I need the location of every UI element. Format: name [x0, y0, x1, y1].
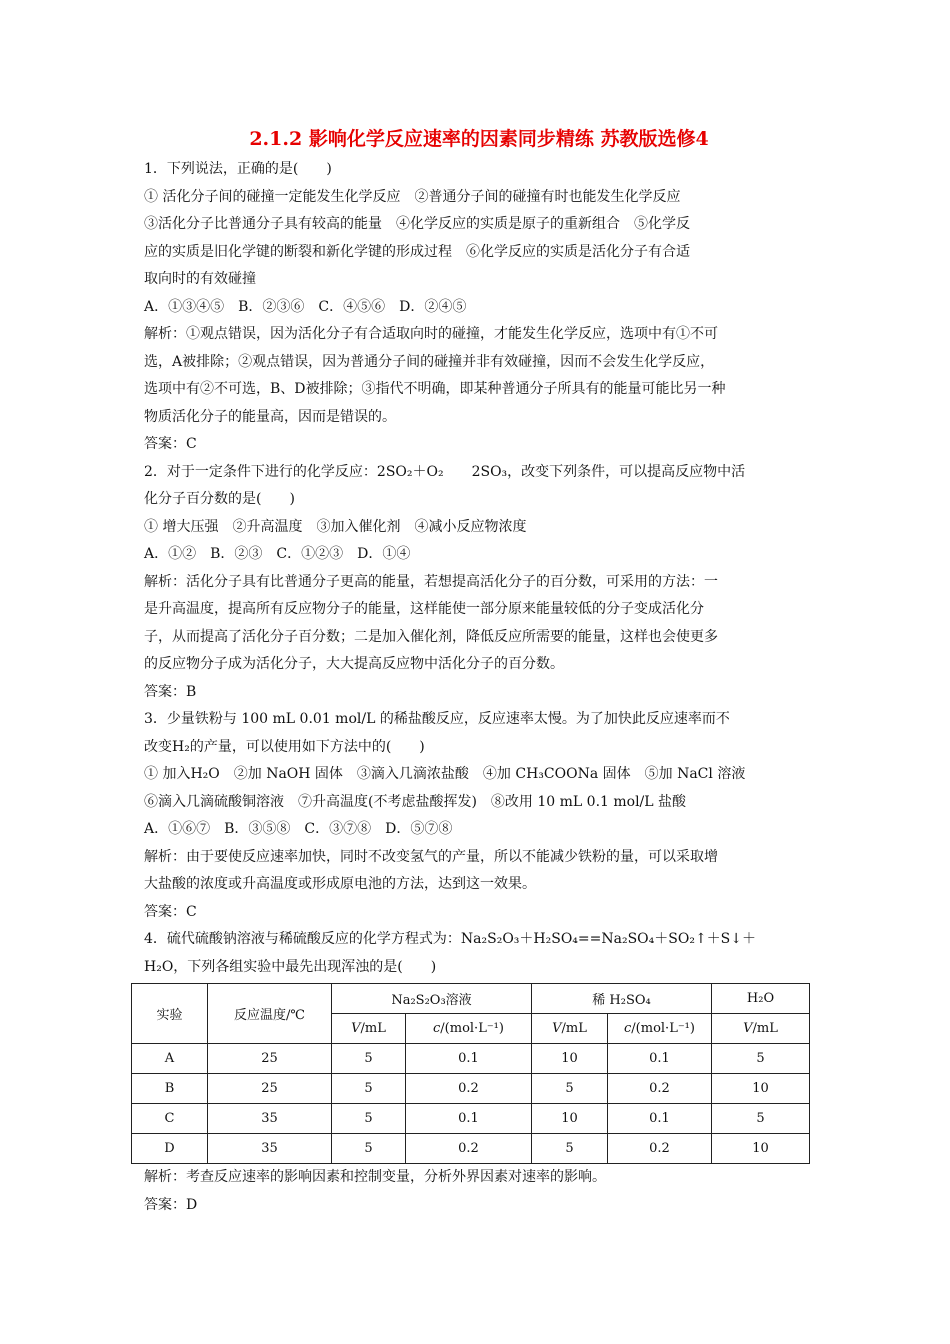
q2-stem: 2．对于一定条件下进行的化学反应：2SO₂＋O₂ 2SO₃，改变下列条件，可以提高反应物中活: [144, 463, 746, 480]
table-cell: D: [132, 1134, 208, 1164]
table-cell: 25: [208, 1044, 332, 1074]
q2-analysis: 的反应物分子成为活化分子，大大提高反应物中活化分子的百分数。: [144, 656, 564, 672]
q1-statement: ① 活化分子间的碰撞一定能发生化学反应 ②普通分子间的碰撞有时也能发生化学反应: [144, 188, 681, 205]
table-cell: 5: [532, 1074, 608, 1104]
q1-analysis: 物质活化分子的能量高，因而是错误的。: [144, 408, 396, 425]
q1-analysis: 选，A被排除；②观点错误，因为普通分子间的碰撞并非有效碰撞，因而不会发生化学反应，: [144, 353, 715, 370]
q3-analysis: 解析：由于要使反应速率加快，同时不改变氢气的产量，所以不能减少铁粉的量，可以采取增: [144, 848, 718, 865]
q3-analysis: 大盐酸的浓度或升高温度或形成原电池的方法，达到这一效果。: [144, 876, 536, 892]
q4-stem: 4．硫代硫酸钠溶液与稀硫酸反应的化学方程式为：Na₂S₂O₃＋H₂SO₄==Na₂SO₄＋SO₂↑＋S↓＋: [144, 931, 756, 947]
table-cell: 25: [208, 1074, 332, 1104]
table-cell: 10: [532, 1104, 608, 1134]
table-cell: 5: [332, 1134, 406, 1164]
table-cell: 0.1: [406, 1104, 532, 1134]
table-row: [132, 1104, 810, 1134]
experiment-table: [131, 983, 810, 1164]
table-cell: 5: [332, 1044, 406, 1074]
table-cell: 10: [532, 1044, 608, 1074]
q3-items: ① 加入H₂O ②加 NaOH 固体 ③滴入几滴浓盐酸 ④加 CH₃COONa 固体 ⑤加 NaCl 溶液: [144, 766, 746, 782]
q2-items: ① 增大压强 ②升高温度 ③加入催化剂 ④减小反应物浓度: [144, 518, 527, 535]
q1-statement: 取向时的有效碰撞: [144, 271, 256, 287]
header-h2so4: 稀 H₂SO₄: [532, 984, 712, 1014]
table-cell: 35: [208, 1134, 332, 1164]
q3-items: ⑥滴入几滴硫酸铜溶液 ⑦升高温度(不考虑盐酸挥发) ⑧改用 10 mL 0.1 mol/L 盐酸: [144, 793, 687, 810]
table-cell: 0.2: [608, 1074, 712, 1104]
q1-analysis: 选项中有②不可选，B、D被排除；③指代不明确，即某种普通分子所具有的能量可能比另一种: [144, 381, 726, 397]
q3-options: A．①⑥⑦ B．③⑤⑧ C．③⑦⑧ D．⑤⑦⑧: [144, 821, 453, 837]
q2-options: A．①② B．②③ C．①②③ D．①④: [144, 546, 411, 562]
q3-answer: 答案：C: [144, 903, 197, 920]
table-cell: 5: [332, 1074, 406, 1104]
table-cell: 0.1: [608, 1104, 712, 1134]
table-cell: B: [132, 1074, 208, 1104]
table-cell: 0.2: [406, 1074, 532, 1104]
table-cell: 5: [712, 1044, 810, 1074]
subheader-concentration: c/(mol·L⁻¹): [608, 1014, 712, 1044]
q1-answer: 答案：C: [144, 436, 197, 452]
q1-stem: 1．下列说法，正确的是( ): [144, 161, 332, 177]
subheader-volume: V/mL: [712, 1014, 810, 1044]
table-row: [132, 1044, 810, 1074]
table-cell: 10: [712, 1074, 810, 1104]
q4-analysis: 解析：考查反应速率的影响因素和控制变量，分析外界因素对速率的影响。: [144, 1169, 606, 1185]
q2-analysis: 是升高温度，提高所有反应物分子的能量，这样能使一部分原来能量较低的分子变成活化分: [144, 601, 704, 617]
document-title: 2.1.2 影响化学反应速率的因素同步精练 苏教版选修4: [249, 128, 709, 150]
table-row: [132, 1074, 810, 1104]
header-na2s2o3: Na₂S₂O₃溶液: [332, 984, 532, 1014]
table-cell: 10: [712, 1134, 810, 1164]
table-cell: 5: [532, 1134, 608, 1164]
table-cell: 35: [208, 1104, 332, 1134]
subheader-volume: V/mL: [532, 1014, 608, 1044]
table-cell: A: [132, 1044, 208, 1074]
header-temperature: 反应温度/℃: [208, 984, 332, 1044]
header-h2o: H₂O: [712, 984, 810, 1014]
header-experiment: 实验: [132, 984, 208, 1044]
q4-answer: 答案：D: [144, 1196, 198, 1213]
document-page: [144, 126, 814, 1219]
subheader-volume: V/mL: [332, 1014, 406, 1044]
q4-stem: H₂O，下列各组实验中最先出现浑浊的是( ): [144, 958, 437, 975]
table-row: [132, 1134, 810, 1164]
table-cell: 0.2: [406, 1134, 532, 1164]
subheader-concentration: c/(mol·L⁻¹): [406, 1014, 532, 1044]
q1-options: A．①③④⑤ B．②③⑥ C．④⑤⑥ D．②④⑤: [144, 298, 467, 315]
q1-analysis: 解析：①观点错误，因为活化分子有合适取向时的碰撞，才能发生化学反应，选项中有①不可: [144, 326, 718, 342]
q1-statement: ③活化分子比普通分子具有较高的能量 ④化学反应的实质是原子的重新组合 ⑤化学反: [144, 216, 690, 232]
table-cell: 0.1: [406, 1044, 532, 1074]
table-cell: 5: [712, 1104, 810, 1134]
q2-analysis: 解析：活化分子具有比普通分子更高的能量，若想提高活化分子的百分数，可采用的方法：一: [144, 573, 718, 590]
table-cell: 5: [332, 1104, 406, 1134]
q1-statement: 应的实质是旧化学键的断裂和新化学键的形成过程 ⑥化学反应的实质是活化分子有合适: [144, 243, 690, 260]
q3-stem: 改变H₂的产量，可以使用如下方法中的( ): [144, 738, 425, 755]
q2-stem: 化分子百分数的是( ): [144, 491, 295, 507]
table-cell: C: [132, 1104, 208, 1134]
table-cell: 0.1: [608, 1044, 712, 1074]
q2-answer: 答案：B: [144, 683, 197, 700]
table-cell: 0.2: [608, 1134, 712, 1164]
q3-stem: 3．少量铁粉与 100 mL 0.01 mol/L 的稀盐酸反应，反应速率太慢。为了加快此反应速率而不: [144, 711, 730, 727]
q2-analysis: 子，从而提高了活化分子百分数；二是加入催化剂，降低反应所需要的能量，这样也会使更多: [144, 628, 718, 645]
